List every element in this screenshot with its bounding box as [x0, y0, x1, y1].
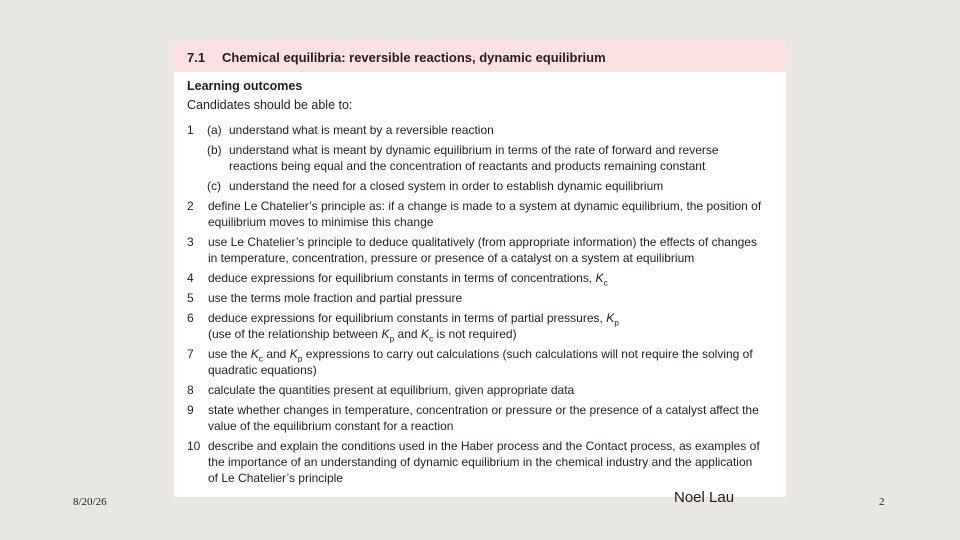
item-letter: (b) [207, 143, 222, 157]
item-letter: (a) [207, 123, 222, 137]
slide-number: 2 [879, 496, 885, 508]
footer-author: Noel Lau [674, 489, 735, 506]
item-letter: (c) [207, 179, 221, 193]
item-number: 1 [187, 123, 194, 137]
kp-symbol: $K_p$ [381, 327, 395, 344]
kp-symbol: $K_p$ [606, 311, 619, 328]
item-number: 9 [187, 403, 194, 417]
syllabus-panel [174, 42, 786, 497]
learning-outcomes-heading: Learning outcomes [187, 79, 303, 93]
item-number: 5 [187, 291, 194, 305]
item-number: 3 [187, 235, 194, 249]
section-header [174, 42, 786, 72]
item-number: 4 [187, 271, 194, 285]
item-text: reactions being equal and the concentration of reactants and products remaining constant [229, 159, 706, 173]
item-number: 6 [187, 311, 194, 325]
kc-symbol: $K_c$ [595, 271, 608, 288]
item-text: deduce expressions for equilibrium constants in terms of concentrations, $K_c$ [208, 271, 608, 288]
item-text: use Le Chatelier’s principle to deduce qualitatively (from appropriate information) the effects of changes [208, 235, 757, 249]
item-text: understand the need for a closed system in order to establish dynamic equilibrium [229, 179, 664, 193]
kc-symbol: $K_c$ [250, 347, 263, 364]
item-text: value of the equilibrium constant for a reaction [208, 419, 454, 433]
item-text: calculate the quantities present at equilibrium, given appropriate data [208, 383, 575, 397]
item-text: the importance of an understanding of dynamic equilibrium in the chemical industry and the application [208, 455, 753, 469]
item-text: describe and explain the conditions used in the Haber process and the Contact process, as examples of [208, 439, 760, 453]
candidates-line: Candidates should be able to: [187, 98, 353, 112]
item-text: in temperature, concentration, pressure or presence of a catalyst on a system at equilibrium [208, 251, 695, 265]
item-text: (use of the relationship between $K_p$ and $K_c$ is not required) [208, 327, 517, 344]
item-text: equilibrium moves to minimise this change [208, 215, 434, 229]
kc-symbol: $K_c$ [420, 327, 434, 344]
item-text: use the $K_c$ and $K_p$ expressions to carry out calculations (such calculations will not require the solving of [208, 347, 753, 364]
item-number: 2 [187, 199, 194, 213]
item-text: state whether changes in temperature, concentration or pressure or the presence of a catalyst affect the [208, 403, 759, 417]
kp-symbol: $K_p$ [289, 347, 303, 364]
item-text: deduce expressions for equilibrium constants in terms of partial pressures, $K_p$ [208, 311, 619, 328]
section-title: Chemical equilibria: reversible reactions, dynamic equilibrium [222, 50, 606, 65]
footer-date: 8/20/26 [73, 496, 107, 508]
item-number: 8 [187, 383, 194, 397]
item-text: of Le Chatelier’s principle [208, 471, 343, 485]
item-number: 7 [187, 347, 194, 361]
section-number: 7.1 [187, 50, 206, 65]
item-number: 10 [187, 439, 201, 453]
item-text: understand what is meant by a reversible reaction [229, 123, 494, 137]
item-text: use the terms mole fraction and partial pressure [208, 291, 463, 305]
item-text: define Le Chatelier’s principle as: if a change is made to a system at dynamic equilibrium, the position of [208, 199, 762, 213]
item-text: understand what is meant by dynamic equilibrium in terms of the rate of forward and reverse [229, 143, 719, 157]
item-text: quadratic equations) [208, 363, 317, 377]
